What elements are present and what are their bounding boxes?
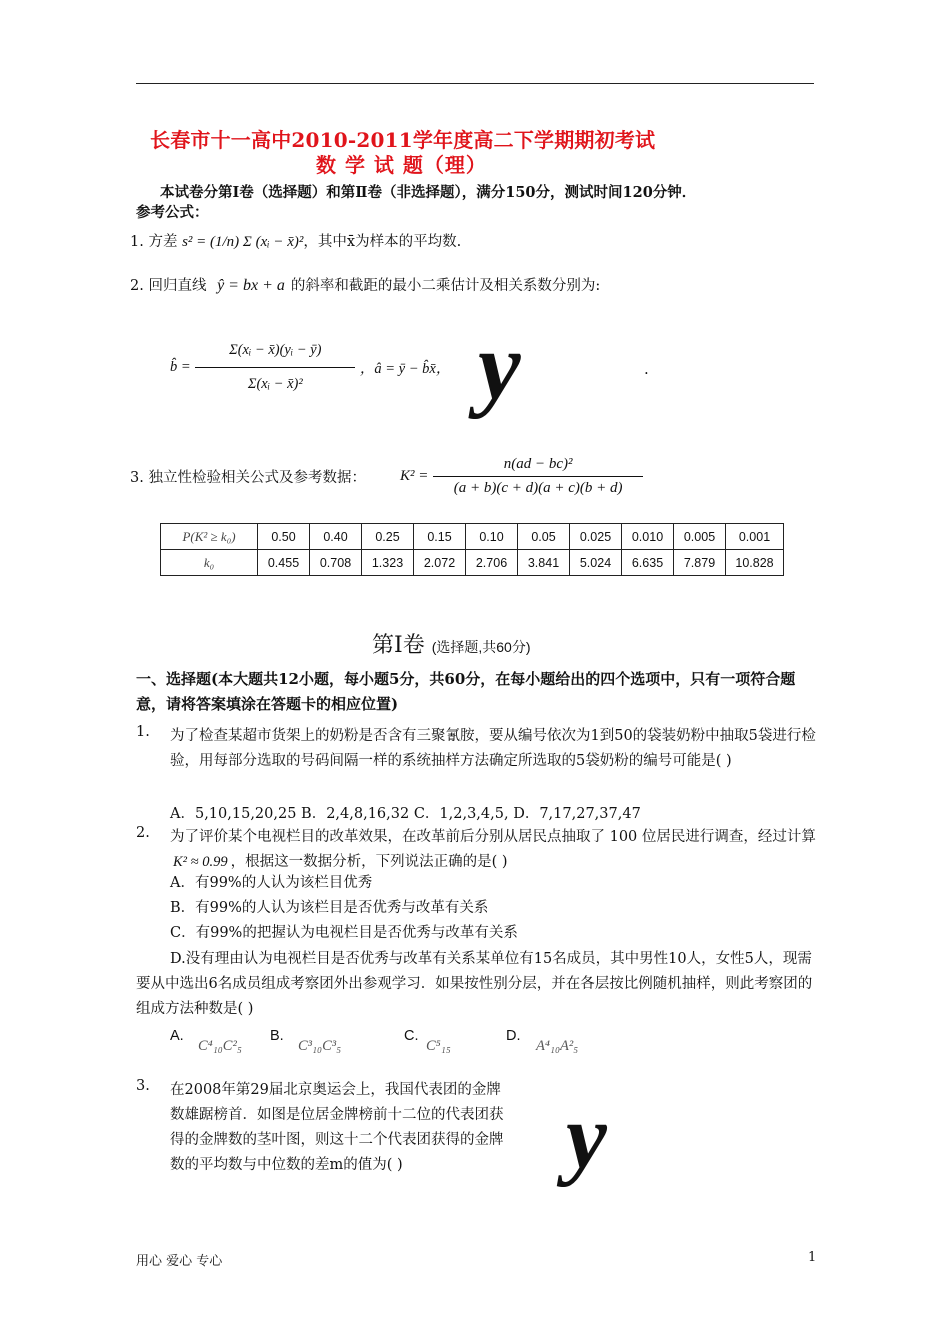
q2-option-d: D.没有理由认为电视栏目是否优秀与改革有关系某单位有15名成员，其中男性10人，女性5人，现需要从中选出6名成员组成考察团外出参观学习．如果按性别分层，并在各层按比例随机抽样，则此考察团的组成方法种数是( )	[136, 951, 813, 1017]
table-cell: 0.005	[674, 524, 726, 550]
q2-choice-c-label: C.	[404, 1028, 419, 1044]
table-cell: 5.024	[570, 550, 622, 576]
page-number: 1	[808, 1250, 817, 1265]
table-row	[161, 550, 784, 576]
header-rule	[136, 83, 814, 84]
q2-choice-c: C⁵₁₅	[426, 1038, 451, 1054]
formula-2-note: 的斜率和截距的最小二乘估计及相关系数分别为:	[290, 278, 601, 294]
table-cell: 0.001	[726, 524, 784, 550]
q2-choice-d: A⁴₁₀A²₅	[536, 1038, 579, 1054]
formula-1-note: ，其中x̄为样本的平均数.	[303, 234, 462, 250]
table-cell: 2.706	[466, 550, 518, 576]
q3-text: 在2008年第29届北京奥运会上，我国代表团的金牌数雄踞榜首．如图是位居金牌榜前十二位的代表团获得的金牌数的茎叶图，则这十二个代表团获得的金牌数的平均数与中位数的差m的值为( )	[170, 1082, 504, 1173]
chi-square-table	[160, 523, 784, 576]
q2-choice-a-label: A.	[170, 1028, 184, 1044]
formula-2-label: 2. 回归直线	[130, 278, 207, 294]
formula-2-b-denominator: Σ(xᵢ − x̄)²	[247, 376, 303, 392]
formula-3-fraction	[433, 456, 643, 497]
q2-number: 2.	[136, 825, 150, 841]
q2-option-a: A．有99%的人认为该栏目优秀	[170, 875, 373, 891]
table-cell: 0.10	[466, 524, 518, 550]
q2-text-a: 为了评价某个电视栏目的改革效果，在改革前后分别从居民点抽取了 100 位居民进行调查，经过计算	[170, 829, 816, 845]
table-cell: 1.323	[362, 550, 414, 576]
section-title-text: 第Ⅰ卷	[372, 633, 425, 658]
table-cell: 0.05	[518, 524, 570, 550]
exam-title: 长春市十一高中2010-2011学年度高二下学期期初考试	[150, 128, 656, 152]
exam-intro: 本试卷分第Ⅰ卷（选择题）和第Ⅱ卷（非选择题），满分150分，测试时间120分钟．	[160, 184, 697, 201]
q2-option-b: B．有99%的人认为该栏目是否优秀与改革有关系	[170, 900, 489, 916]
formula-2-b-fraction	[195, 342, 355, 393]
table-cell: 3.841	[518, 550, 570, 576]
table-header-cell: P(K² ≥ k₀)	[161, 524, 258, 550]
formula-1-label: 1. 方差	[130, 234, 178, 250]
formula-2-a-hat: ，â = ȳ − b̂x̄，	[359, 361, 451, 377]
table-cell: 0.40	[310, 524, 362, 550]
q2-option-c: C．有99%的把握认为电视栏目是否优秀与改革有关系	[170, 925, 518, 941]
table-cell: 10.828	[726, 550, 784, 576]
part-heading: 一、选择题(本大题共12小题，每小题5分，共60分，在每小题给出的四个选项中，只有一项符合题意，请将答案填涂在答题卡的相应位置)	[136, 670, 796, 713]
broken-image-symbol-2: y	[566, 1085, 607, 1187]
section-subtitle: (选择题,共60分)	[431, 639, 531, 655]
table-cell: 0.50	[258, 524, 310, 550]
q3-number: 3.	[136, 1078, 150, 1094]
formula-3-numerator: n(ad − bc)²	[433, 456, 643, 477]
reference-heading: 参考公式：	[136, 204, 209, 221]
q2-k-value: K² ≈ 0.99	[173, 854, 228, 870]
formula-3-label: 3. 独立性检验相关公式及参考数据：	[130, 470, 366, 486]
q1-text: 为了检查某超市货架上的奶粉是否含有三聚氰胺，要从编号依次为1到50的袋装奶粉中抽取5袋进行检验，用每部分选取的号码间隔一样的系统抽样方法确定所选取的5袋奶粉的编号可能是( )	[170, 728, 816, 769]
formula-3: K² = $\frac{\text{n(ad − bc)²}}{(a + b)(c + d)(a + c)(b + d)}$	[400, 456, 643, 497]
table-cell: 0.455	[258, 550, 310, 576]
table-header-cell: k₀	[161, 550, 258, 576]
q2-text-b: ，根据这一数据分析，下列说法正确的是( )	[230, 854, 508, 870]
formula-2	[130, 274, 600, 295]
formula-2-b-numerator: Σ(xᵢ − x̄)(yᵢ − ȳ)	[195, 342, 355, 368]
broken-image-symbol: y	[478, 312, 521, 419]
table-row	[161, 524, 784, 550]
formula-2-expr: ŷ = bx + a	[217, 277, 285, 294]
table-cell: 2.072	[414, 550, 466, 576]
formula-3-denominator: (a + b)(c + d)(a + c)(b + d)	[453, 480, 623, 496]
table-cell: 7.879	[674, 550, 726, 576]
exam-subtitle: 数 学 试 题（理）	[316, 153, 487, 177]
formula-1-expr: s² = (1/n) Σ (xᵢ − x̄)²	[182, 234, 304, 250]
table-cell: 6.635	[622, 550, 674, 576]
q2-choice-b: C³₁₀C³₅	[298, 1038, 342, 1054]
footer-motto: 用心 爱心 专心	[136, 1254, 223, 1269]
q2-choice-d-label: D.	[506, 1028, 521, 1044]
formula-1	[130, 230, 461, 251]
section-title	[372, 628, 531, 659]
table-cell: 0.010	[622, 524, 674, 550]
table-cell: 0.708	[310, 550, 362, 576]
q2-choice-a: C⁴₁₀C²₅	[198, 1038, 242, 1054]
q2-text	[170, 825, 816, 875]
formula-2-b-hat: b̂ = $\frac{\text{Σ(xᵢ − x̄)(yᵢ − ȳ)}}{\text{Σ(xᵢ − x̄)²}}$ ，â = ȳ − b̂x̄，	[170, 342, 451, 392]
table-cell: 0.15	[414, 524, 466, 550]
formula-2-dot: .	[644, 360, 649, 378]
q1-number: 1.	[136, 724, 150, 740]
table-cell: 0.025	[570, 524, 622, 550]
table-cell: 0.25	[362, 524, 414, 550]
q2-choice-b-label: B.	[270, 1028, 284, 1044]
q1-options: A．5,10,15,20,25 B．2,4,8,16,32 C．1,2,3,4,5, D．7,17,27,37,47	[170, 806, 641, 822]
